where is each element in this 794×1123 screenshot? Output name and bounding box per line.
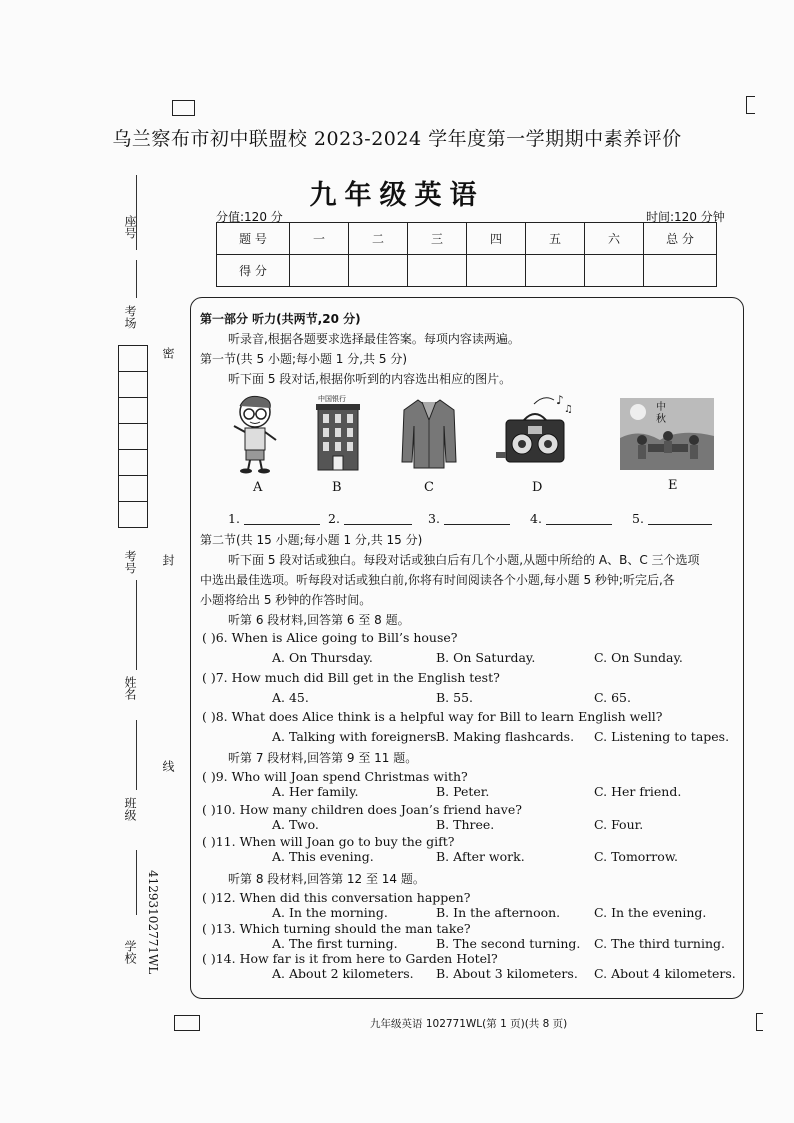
seat-label: 座号 [123, 215, 137, 239]
answer-blank-number: 3. [428, 511, 440, 526]
room-label: 考场 [123, 305, 137, 329]
class-line [136, 720, 137, 790]
option-6-b[interactable]: B. On Saturday. [436, 650, 536, 665]
material-8-heading: 听第 8 段材料,回答第 12 至 14 题。 [228, 872, 425, 886]
seal-mi: 密 [161, 347, 175, 359]
score-table-cell: 三 [408, 223, 467, 255]
answer-blank-line [444, 512, 510, 525]
question-12[interactable]: ( )12. When did this conversation happen? [202, 890, 471, 905]
material-6-heading: 听第 6 段材料,回答第 6 至 8 题。 [228, 613, 410, 627]
score-entry-cell[interactable] [585, 255, 644, 287]
name-line [136, 580, 137, 670]
registration-mark-top-left [172, 100, 195, 116]
option-7-b[interactable]: B. 55. [436, 690, 474, 705]
answer-blank-number: 2. [328, 511, 340, 526]
exam-number-grid [118, 345, 148, 528]
school-line [136, 850, 137, 915]
question-13[interactable]: ( )13. Which turning should the man take? [202, 921, 471, 936]
exam-title: 乌兰察布市初中联盟校 2023-2024 学年度第一学期期中素养评价 [112, 128, 682, 150]
picture-b-bank-building-icon [316, 404, 360, 472]
answer-blank-line [648, 512, 712, 525]
option-14-c[interactable]: C. About 4 kilometers. [594, 966, 736, 981]
option-8-c[interactable]: C. Listening to tapes. [594, 729, 730, 744]
subject-title: 九年级英语 [309, 180, 485, 211]
option-13-b[interactable]: B. The second turning. [436, 936, 581, 951]
exam-time: 时间:120 分钟 [646, 210, 725, 224]
option-6-c[interactable]: C. On Sunday. [594, 650, 683, 665]
bank-sign-text: 中国银行 [318, 395, 346, 403]
score-entry-cell[interactable] [349, 255, 408, 287]
picture-label-c: C [424, 480, 434, 495]
score-table-cell: 二 [349, 223, 408, 255]
answer-blank-line [546, 512, 612, 525]
score-table [216, 222, 717, 287]
option-14-a[interactable]: A. About 2 kilometers. [272, 966, 414, 981]
option-12-c[interactable]: C. In the evening. [594, 905, 707, 920]
section2-heading: 第二节(共 15 小题;每小题 1 分,共 15 分) [200, 533, 423, 547]
answer-blank-number: 5. [632, 511, 644, 526]
exam-no-label: 考号 [123, 550, 137, 574]
registration-mark-bottom-left [174, 1015, 200, 1031]
option-11-b[interactable]: B. After work. [436, 849, 525, 864]
question-14[interactable]: ( )14. How far is it from here to Garden Hotel? [202, 951, 498, 966]
score-table-score-row [217, 255, 717, 287]
answer-blank-5[interactable] [632, 511, 712, 526]
part1-heading: 第一部分 听力(共两节,20 分) [200, 312, 361, 326]
option-10-a[interactable]: A. Two. [272, 817, 319, 832]
option-6-a[interactable]: A. On Thursday. [272, 650, 373, 665]
option-10-c[interactable]: C. Four. [594, 817, 644, 832]
svg-text:♫: ♫ [564, 404, 573, 415]
answer-blank-number: 4. [530, 511, 542, 526]
registration-mark-bottom-right [756, 1013, 763, 1031]
question-7[interactable]: ( )7. How much did Bill get in the English test? [202, 670, 500, 685]
question-8[interactable]: ( )8. What does Alice think is a helpful way for Bill to learn English well? [202, 709, 663, 724]
page-footer: 九年级英语 102771WL(第 1 页)(共 8 页) [370, 1018, 568, 1030]
answer-blank-number: 1. [228, 511, 240, 526]
score-entry-cell[interactable] [290, 255, 349, 287]
answer-blank-line [344, 512, 412, 525]
option-8-a[interactable]: A. Talking with foreigners. [272, 729, 441, 744]
school-label: 学校 [123, 940, 137, 964]
option-7-c[interactable]: C. 65. [594, 690, 631, 705]
registration-mark-top-right [746, 96, 755, 114]
picture-label-d: D [532, 480, 543, 495]
picture-label-a: A [253, 480, 263, 495]
score-table-cell: 六 [585, 223, 644, 255]
option-7-a[interactable]: A. 45. [272, 690, 309, 705]
score-entry-cell[interactable] [467, 255, 526, 287]
score-table-cell: 四 [467, 223, 526, 255]
option-9-b[interactable]: B. Peter. [436, 784, 490, 799]
score-value: 分值:120 分 [216, 210, 283, 224]
option-12-b[interactable]: B. In the afternoon. [436, 905, 561, 920]
answer-blank-3[interactable] [428, 511, 510, 526]
question-6[interactable]: ( )6. When is Alice going to Bill’s house? [202, 630, 458, 645]
score-row-label: 得 分 [217, 255, 290, 287]
festival-poster-text: 中 秋 [656, 402, 666, 425]
option-12-a[interactable]: A. In the morning. [272, 905, 388, 920]
question-10[interactable]: ( )10. How many children does Joan’s friend have? [202, 802, 522, 817]
seal-feng: 封 [161, 554, 175, 566]
option-13-a[interactable]: A. The first turning. [272, 936, 398, 951]
question-11[interactable]: ( )11. When will Joan go to buy the gift? [202, 834, 455, 849]
room-line [136, 260, 137, 298]
option-9-c[interactable]: C. Her friend. [594, 784, 682, 799]
section2-instruction-line2: 中选出最佳选项。听每段对话或独白前,你将有时间阅读各个小题,每小题 5 秒钟;听完后,各 [200, 573, 675, 587]
part1-instruction: 听录音,根据各题要求选择最佳答案。每项内容读两遍。 [228, 332, 520, 346]
section2-instruction-line1: 听下面 5 段对话或独白。每段对话或独白后有几个小题,从题中所给的 A、B、C 三个选项 [228, 553, 700, 567]
seal-xian: 线 [161, 760, 175, 772]
picture-label-e: E [668, 478, 678, 493]
section1-instruction: 听下面 5 段对话,根据你听到的内容选出相应的图片。 [228, 372, 512, 386]
paper-code: 41293102771WL [146, 870, 160, 975]
svg-text:♪: ♪ [556, 393, 564, 407]
answer-blank-1[interactable] [228, 511, 320, 526]
answer-blank-line [244, 512, 320, 525]
option-13-c[interactable]: C. The third turning. [594, 936, 725, 951]
class-label: 班级 [123, 797, 137, 821]
picture-d-radio-icon [494, 390, 576, 470]
option-14-b[interactable]: B. About 3 kilometers. [436, 966, 578, 981]
picture-c-jacket-icon [400, 396, 458, 470]
answer-blank-4[interactable] [530, 511, 612, 526]
question-9[interactable]: ( )9. Who will Joan spend Christmas with? [202, 769, 468, 784]
picture-a-boy-icon [226, 390, 284, 474]
score-table-cell: 五 [526, 223, 585, 255]
score-entry-cell[interactable] [644, 255, 717, 287]
answer-blank-2[interactable] [328, 511, 412, 526]
option-10-b[interactable]: B. Three. [436, 817, 495, 832]
option-8-b[interactable]: B. Making flashcards. [436, 729, 575, 744]
score-table-header-row [217, 223, 717, 255]
material-7-heading: 听第 7 段材料,回答第 9 至 11 题。 [228, 751, 418, 765]
score-entry-cell[interactable] [408, 255, 467, 287]
section2-instruction-line3: 小题将给出 5 秒钟的作答时间。 [200, 593, 372, 607]
picture-label-b: B [332, 480, 342, 495]
option-11-a[interactable]: A. This evening. [272, 849, 374, 864]
score-table-cell: 总 分 [644, 223, 717, 255]
option-11-c[interactable]: C. Tomorrow. [594, 849, 679, 864]
score-table-cell: 一 [290, 223, 349, 255]
option-9-a[interactable]: A. Her family. [272, 784, 359, 799]
score-table-cell: 题 号 [217, 223, 290, 255]
name-label: 姓名 [123, 676, 137, 700]
section1-heading: 第一节(共 5 小题;每小题 1 分,共 5 分) [200, 352, 408, 366]
score-entry-cell[interactable] [526, 255, 585, 287]
